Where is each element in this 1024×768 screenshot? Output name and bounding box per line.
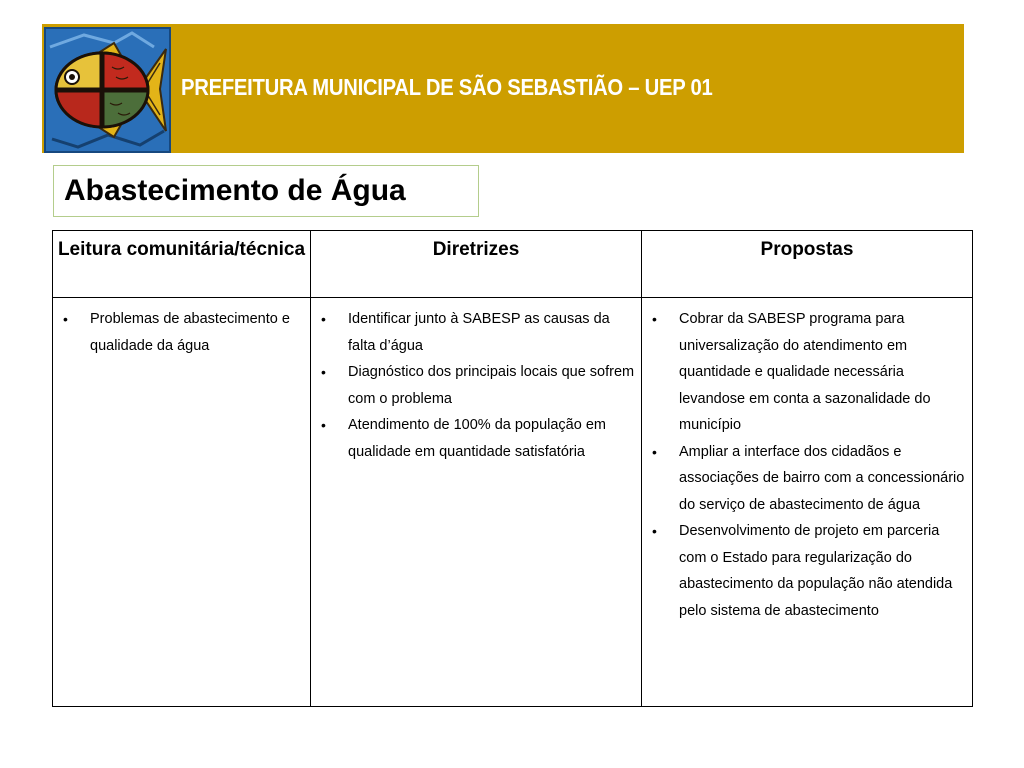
column-header-propostas: Propostas [642, 231, 973, 298]
bullet-icon: • [321, 417, 326, 433]
cell-propostas [642, 298, 973, 707]
cell-diretrizes [311, 298, 642, 707]
fish-logo-icon [44, 27, 171, 153]
header-title: PREFEITURA MUNICIPAL DE SÃO SEBASTIÃO – UEP 01 [181, 74, 713, 100]
list-item [59, 306, 304, 359]
list-item-text: Problemas de abastecimento e qualidade da água [90, 311, 290, 354]
bullet-icon: • [652, 523, 657, 539]
column-header-diretrizes: Diretrizes [311, 231, 642, 298]
bullet-icon: • [321, 311, 326, 327]
table-header-row [53, 231, 973, 298]
propostas-list [648, 306, 966, 624]
list-item [648, 439, 966, 519]
list-item-text: Atendimento de 100% da população em qualidade em quantidade satisfatória [348, 417, 606, 460]
proposals-table [52, 230, 973, 707]
list-item-text: Diagnóstico dos principais locais que sofrem com o problema [348, 364, 635, 407]
column-header-leitura: Leitura comunitária/técnica [53, 231, 311, 298]
list-item-text: Identificar junto à SABESP as causas da falta d’água [348, 311, 610, 354]
list-item [317, 306, 635, 359]
section-title: Abastecimento de Água [64, 174, 406, 207]
list-item-text: Desenvolvimento de projeto em parceria com o Estado para regularização do abastecimento da população não atendida pelo sistema de abastecimento [679, 523, 953, 619]
list-item-text: Cobrar da SABESP programa para universalização do atendimento em quantidade e qualidade necessária levandose em conta a sazonalidade do município [679, 311, 931, 433]
list-item [648, 306, 966, 439]
list-item [317, 359, 635, 412]
bullet-icon: • [652, 311, 657, 327]
list-item [648, 518, 966, 624]
leitura-list [59, 306, 304, 359]
list-item [317, 412, 635, 465]
bullet-icon: • [321, 364, 326, 380]
bullet-icon: • [652, 443, 657, 460]
list-item-text: Ampliar a interface dos cidadãos e associações de bairro com a concessionário do serviço de abastecimento de água [679, 443, 965, 513]
table-row [53, 298, 973, 707]
bullet-icon: • [63, 311, 68, 327]
diretrizes-list [317, 306, 635, 465]
section-title-box [53, 165, 479, 217]
cell-leitura [53, 298, 311, 707]
